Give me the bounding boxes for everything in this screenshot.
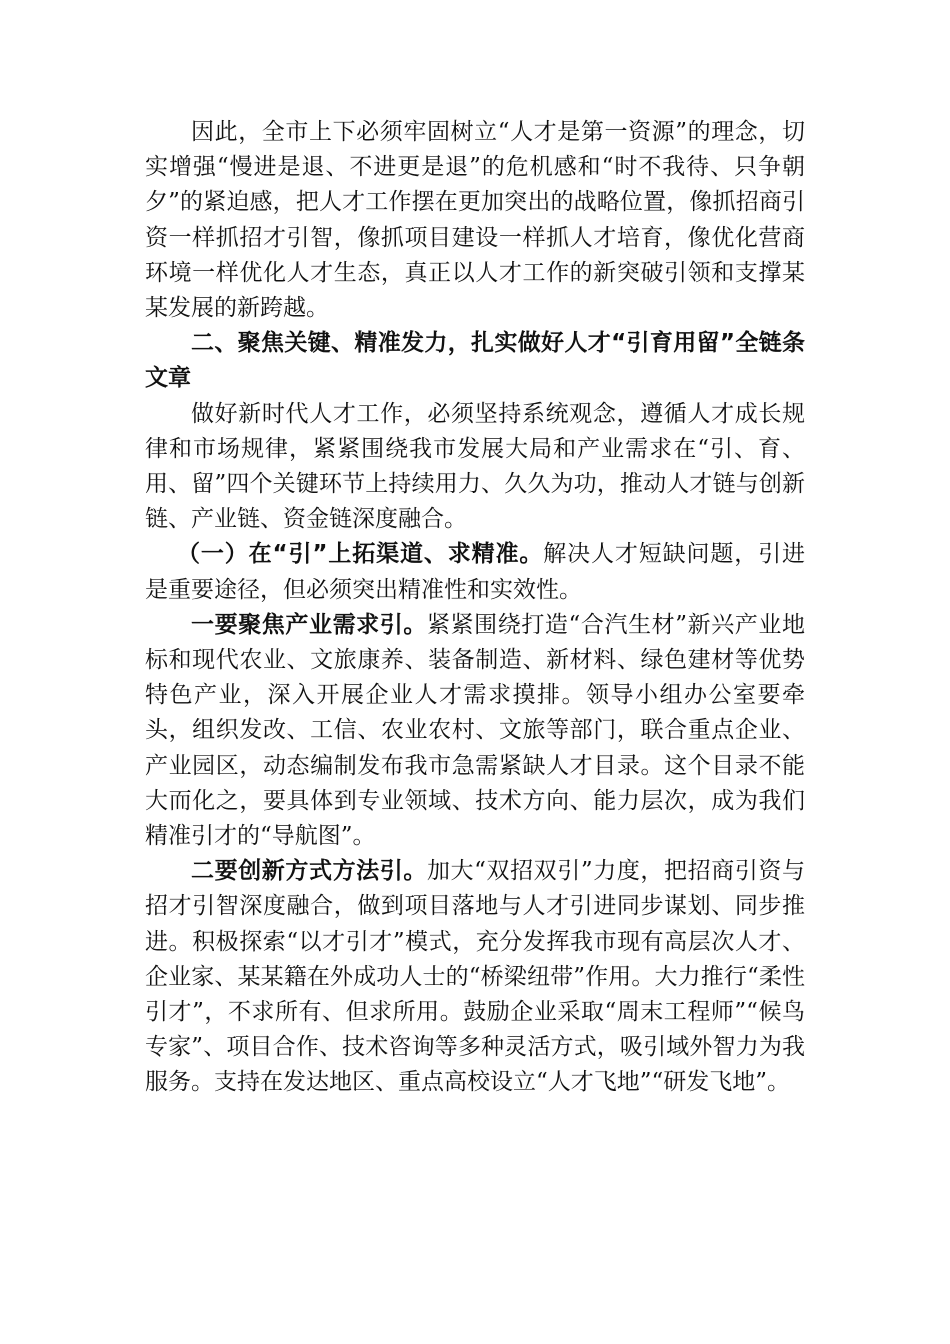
point-2-body: 加大“双招双引”力度，把招商引资与招才引智深度融合，做到项目落地与人才引进同步谋划、同步推进。积极探索“以才引才”模式，充分发挥我市现有高层次人才、企业家、某某籍在外成功人士的“桥梁纽带”作用。大力推行“柔性引才”，不求所有、但求所用。鼓励企业采取“周末工程师”“候鸟专家”、项目合作、技术咨询等多种灵活方式，吸引域外智力为我服务。支持在发达地区、重点高校设立“人才飞地”“研发飞地”。 — [145, 858, 805, 1096]
point-1-body: 紧紧围绕打造“合汽生材”新兴产业地标和现代农业、文旅康养、装备制造、新材料、绿色建材等优势特色产业，深入开展企业人才需求摸排。领导小组办公室要牵头，组织发改、工信、农业农村、文旅等部门，联合重点企业、产业园区，动态编制发布我市急需紧缺人才目录。这个目录不能大而化之，要具体到专业领域、技术方向、能力层次，成为我们精准引才的“导航图”。 — [145, 611, 805, 850]
point-1-lead: 一要聚焦产业需求引。 — [191, 611, 427, 638]
subsection-1-body: 解决人才短缺问题，引进是重要途径，但必须突出精准性和实效性。 — [145, 541, 806, 603]
paragraph-intro: 因此，全市上下必须牢固树立“人才是第一资源”的理念，切实增强“慢进是退、不进更是退”的危机感和“时不我待、只争朝夕”的紧迫感，把人才工作摆在更加突出的战略位置，像抓招商引资一样抓招才引智，像抓项目建设一样抓人才培育，像优化营商环境一样优化人才生态，真正以人才工作的新突破引领和支撑某某发展的新跨越。 — [145, 119, 805, 322]
section-heading-2: 二、聚焦关键、精准发力，扎实做好人才“引育用留”全链条文章 — [145, 330, 805, 392]
paragraph-point-2 — [145, 854, 805, 1100]
document-body — [145, 115, 805, 1101]
subsection-1-lead: （一）在“引”上拓渠道、求精准。 — [177, 541, 544, 568]
paragraph-system-view: 做好新时代人才工作，必须坚持系统观念，遵循人才成长规律和市场规律，紧紧围绕我市发展大局和产业需求在“引、育、用、留”四个关键环节上持续用力、久久为功，推动人才链与创新链、产业链、资金链深度融合。 — [145, 400, 805, 533]
paragraph-subsection-1 — [145, 537, 805, 607]
point-2-lead: 二要创新方式方法引。 — [191, 858, 427, 885]
paragraph-point-1 — [145, 608, 805, 854]
